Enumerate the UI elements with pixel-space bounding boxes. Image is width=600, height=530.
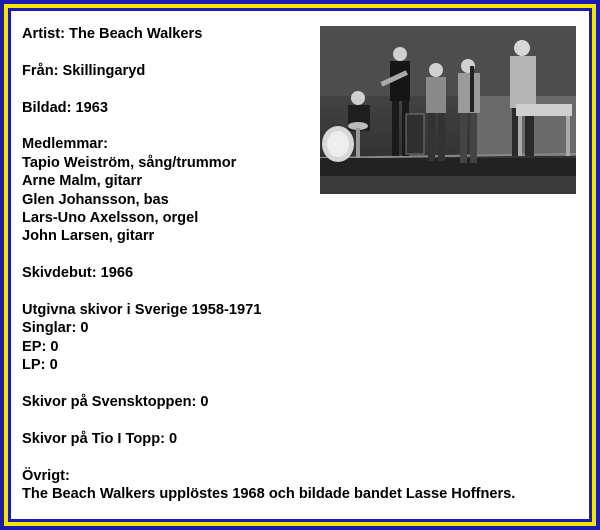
member-item: Arne Malm, gitarr	[22, 173, 143, 190]
page-frame-yellow	[4, 4, 596, 526]
member-item: Tapio Weiström, sång/trummor	[22, 154, 237, 171]
member-item: Glen Johansson, bas	[22, 191, 169, 208]
origin: Från: Skillingaryd	[22, 62, 146, 79]
members-heading: Medlemmar:	[22, 136, 108, 153]
misc-text: The Beach Walkers upplöstes 1968 och bildade bandet Lasse Hoffners.	[22, 486, 516, 503]
page-frame-inner	[8, 8, 592, 522]
tio-i-topp-count: Skivor på Tio I Topp: 0	[22, 430, 178, 447]
member-item: Lars-Uno Axelsson, orgel	[22, 210, 199, 227]
svensktoppen-count: Skivor på Svensktoppen: 0	[22, 394, 209, 411]
band-photo	[320, 26, 576, 194]
formed-year: Bildad: 1963	[22, 99, 108, 116]
misc-heading: Övrigt:	[22, 467, 70, 484]
artist-name: Artist: The Beach Walkers	[22, 26, 203, 42]
singles-count: Singlar: 0	[22, 320, 89, 337]
ep-count: EP: 0	[22, 338, 59, 355]
member-item: John Larsen, gitarr	[22, 228, 155, 245]
releases-heading: Utgivna skivor i Sverige 1958-1971	[22, 302, 262, 319]
lp-count: LP: 0	[22, 357, 58, 374]
record-debut: Skivdebut: 1966	[22, 265, 134, 282]
artist-card	[11, 11, 589, 519]
